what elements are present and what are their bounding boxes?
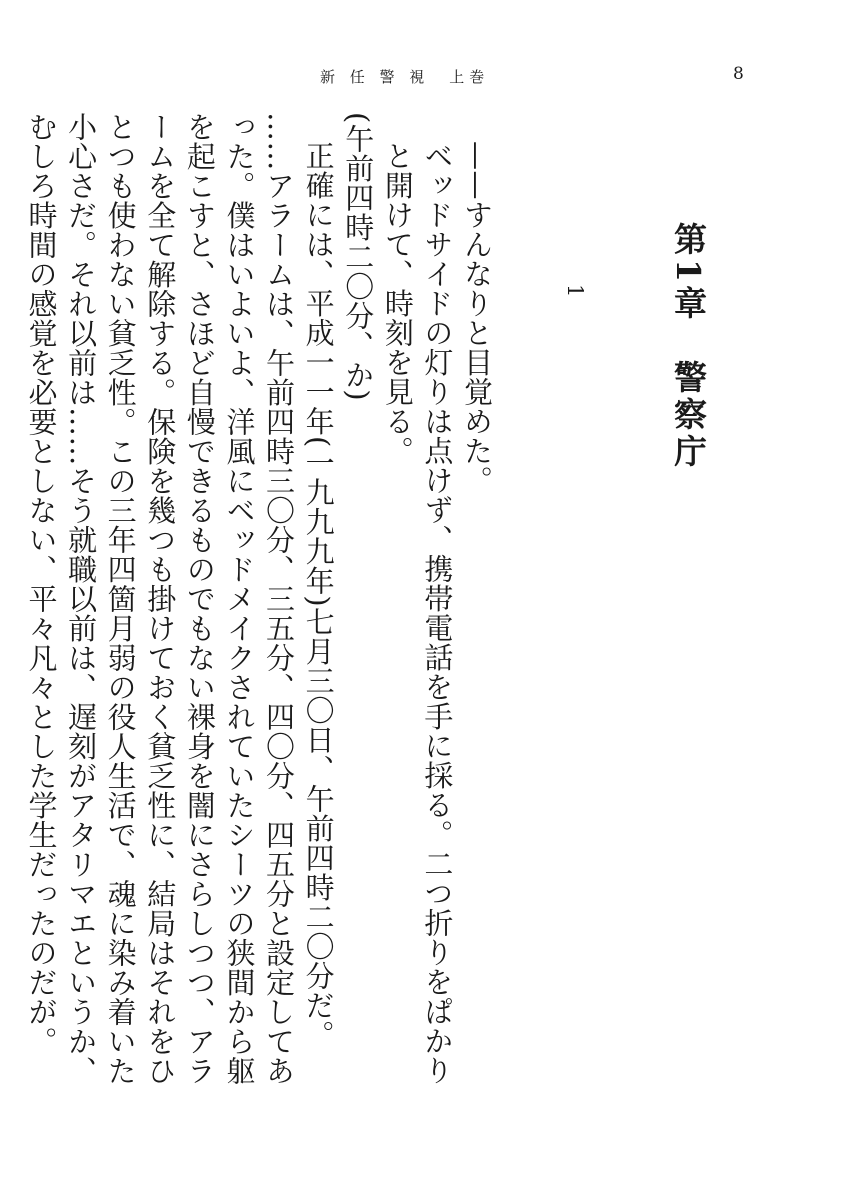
chapter-title: 第1章 警察庁 <box>669 222 708 471</box>
section-number: 1 <box>563 284 587 298</box>
paragraph: ——すんなりと目覚めた。 <box>460 141 494 495</box>
paragraph: ……アラームは、午前四時三〇分、三五分、四〇分、四五分と設定してあった。僕はいよいよ、洋風にベッドメイクされていたシーツの狭間から躯を起こすと、さほど自慢できるものでもない裸身を闇にさらしつつ、アラームを全て解除する。保険を幾つも掛けておく貧乏性に、結局はそれをひとつも使わない貧乏性。この三年四箇月弱の役人生活で、魂に染み着いた小心さだ。それ以前は……そう就職以前は、遅刻がアタリマエというか、むしろ時間の感覚を必要としない、平々凡々とした学生だったのだが。 <box>24 112 297 1086</box>
paragraph: ベッドサイドの灯りは点けず、携帯電話を手に採る。二つ折りをぱかりと開けて、時刻を見る。 <box>380 141 455 1085</box>
page-number: 8 <box>733 64 744 84</box>
paragraph: 正確には、平成一一年(一九九九年)七月三〇日、午前四時二〇分だ。 <box>301 141 336 1050</box>
paragraph: (午前四時二〇分、か) <box>341 112 376 402</box>
running-header-title: 新 任 警 視 上巻 <box>320 68 490 86</box>
body-text <box>21 112 496 1112</box>
